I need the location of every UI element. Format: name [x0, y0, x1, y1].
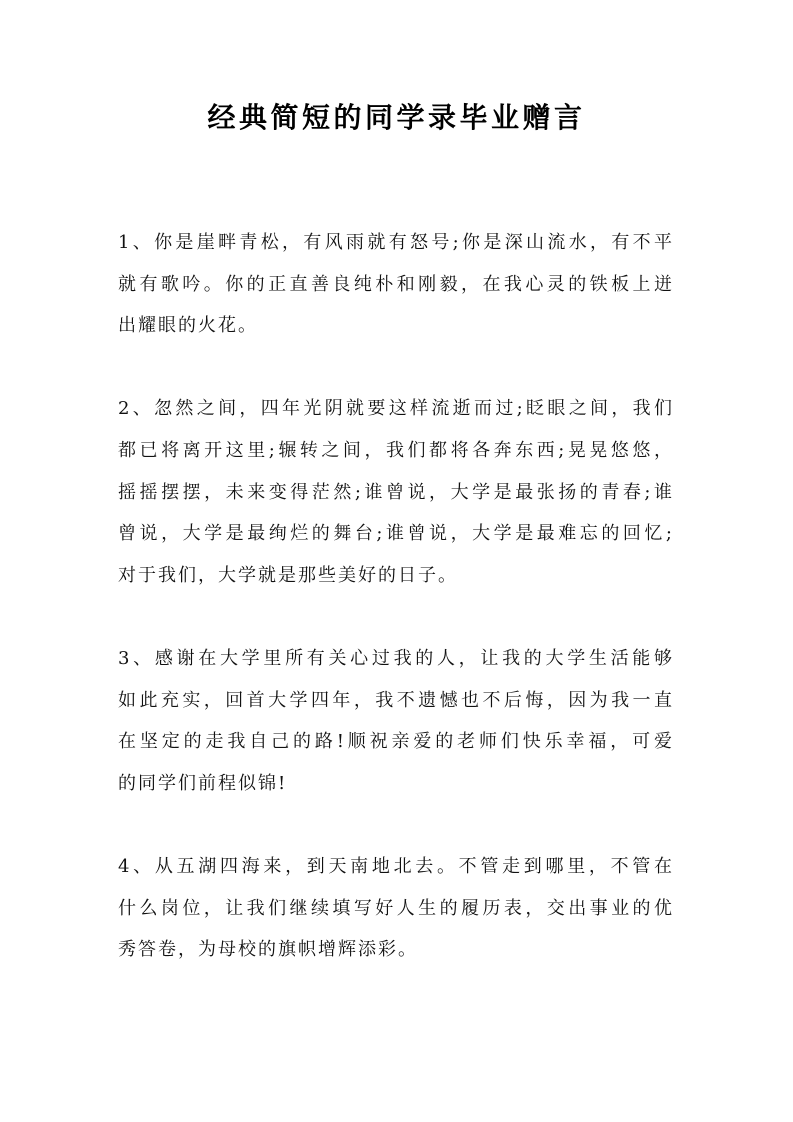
document-title: 经典简短的同学录毕业赠言	[207, 101, 586, 134]
paragraph-line: 2、忽然之间，四年光阴就要这样流逝而过;眨眼之间，我们	[118, 398, 674, 420]
paragraph-1	[118, 222, 674, 347]
paragraph-line: 对于我们，大学就是那些美好的日子。	[118, 564, 458, 586]
paragraph-line: 出耀眼的火花。	[118, 315, 258, 337]
paragraph-line: 都已将离开这里;辗转之间，我们都将各奔东西;晃晃悠悠，	[118, 439, 674, 461]
paragraph-line: 如此充实，回首大学四年，我不遗憾也不后悔，因为我一直	[118, 689, 674, 711]
paragraph-line: 什么岗位，让我们继续填写好人生的履历表，交出事业的优	[118, 897, 674, 919]
paragraph-line: 就有歌吟。你的正直善良纯朴和刚毅，在我心灵的铁板上迸	[118, 273, 674, 295]
paragraph-2	[118, 388, 674, 596]
paragraph-line: 的同学们前程似锦!	[118, 772, 288, 794]
paragraph-3	[118, 638, 674, 804]
paragraph-4	[118, 846, 674, 971]
paragraph-line: 4、从五湖四海来，到天南地北去。不管走到哪里，不管在	[118, 855, 674, 877]
paragraph-line: 曾说，大学是最绚烂的舞台;谁曾说，大学是最难忘的回忆;	[118, 523, 674, 545]
paragraph-line: 摇摇摆摆，未来变得茫然;谁曾说，大学是最张扬的青春;谁	[118, 481, 674, 503]
paragraph-line: 1、你是崖畔青松，有风雨就有怒号;你是深山流水，有不平	[118, 232, 674, 253]
paragraph-line: 3、感谢在大学里所有关心过我的人，让我的大学生活能够	[118, 647, 674, 669]
document-body	[118, 222, 674, 1012]
paragraph-line: 在坚定的走我自己的路!顺祝亲爱的老师们快乐幸福，可爱	[118, 731, 674, 753]
paragraph-line: 秀答卷，为母校的旗帜增辉添彩。	[118, 939, 418, 961]
